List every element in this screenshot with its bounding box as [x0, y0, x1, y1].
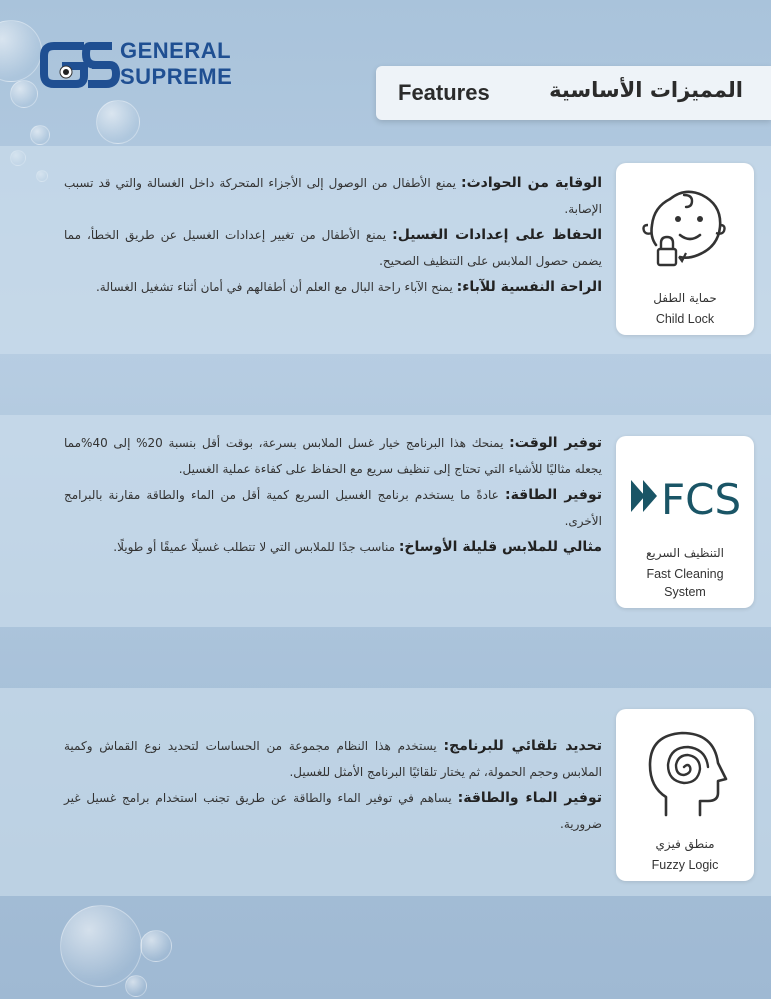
fcs-icon-text: FCS	[661, 475, 742, 524]
paragraph-text: يمنحك هذا البرنامج خيار غسل الملابس بسرعة، بوقت أقل بنسبة 20% إلى 40%مما يجعله مثاليًا للأشياء التي تحتاج إلى تنظيف سريع مع الحفاظ على كفاءة عملية الغسيل.	[64, 436, 602, 476]
brand-line-1: GENERAL	[120, 38, 232, 63]
paragraph-title: تحديد تلقائي للبرنامج:	[443, 738, 602, 754]
fcs-fast-forward-icon	[627, 466, 743, 526]
brand-line-2: SUPREME	[120, 64, 233, 89]
paragraph-title: الراحة النفسية للآباء:	[456, 279, 602, 295]
paragraph-title: الحفاظ على إعدادات الغسيل:	[392, 227, 602, 243]
bubble-decoration	[60, 905, 142, 987]
feature-paragraph	[64, 482, 602, 534]
bubble-decoration	[96, 100, 140, 144]
feature-paragraph	[64, 534, 602, 560]
brand-logo	[40, 38, 260, 98]
feature-paragraph	[64, 222, 602, 274]
feature-paragraph	[64, 733, 602, 785]
gs-logo-icon	[40, 40, 120, 90]
card-label-ar: التنظيف السريع	[646, 546, 724, 560]
card-label-en: Fuzzy Logic	[651, 858, 719, 872]
paragraph-text: يمنح الآباء راحة البال مع العلم أن أطفالهم في أمان أثناء تشغيل الغسالة.	[95, 280, 457, 294]
feature-paragraph	[64, 170, 602, 222]
feature-paragraph	[64, 274, 602, 300]
card-label-ar: منطق فيزي	[655, 837, 715, 851]
brand-name	[120, 38, 232, 90]
feature-paragraph	[64, 785, 602, 837]
bubble-decoration	[0, 20, 42, 82]
feature-text-child-lock	[64, 170, 602, 300]
paragraph-text: يمنع الأطفال من الوصول إلى الأجزاء المتحركة داخل الغسالة والتي قد تسبب الإصابة.	[64, 176, 602, 216]
bubble-decoration	[30, 125, 50, 145]
paragraph-text: عادةً ما يستخدم برنامج الغسيل السريع كمية أقل من الماء والطاقة مقارنة بالبرامج الأخرى.	[64, 488, 602, 528]
paragraph-title: توفير الوقت:	[509, 435, 602, 451]
feature-text-fuzzy	[64, 733, 602, 837]
bubble-decoration	[125, 975, 147, 997]
paragraph-text: مناسب جدًا للملابس التي لا تتطلب غسيلًا عميقًا أو طويلًا.	[113, 540, 399, 554]
paragraph-title: مثالي للملابس قليلة الأوساخ:	[398, 539, 602, 555]
feature-paragraph	[64, 430, 602, 482]
paragraph-text: يمنع الأطفال من تغيير إعدادات الغسيل عن طريق الخطأ، مما يضمن حصول الملابس على التنظيف الصحيح.	[64, 228, 602, 268]
features-header	[376, 66, 771, 120]
header-title-ar: المميزات الأساسية	[549, 78, 743, 102]
card-label-en: Child Lock	[655, 312, 715, 326]
header-title-en: Features	[398, 80, 490, 105]
feature-card-fcs	[616, 436, 754, 608]
paragraph-text: يستخدم هذا النظام مجموعة من الحساسات لتحديد نوع القماش وكمية الملابس وحجم الحمولة، ثم يختار تلقائيًا البرنامج الأمثل للغسيل.	[64, 739, 602, 779]
baby-face-lock-icon	[640, 181, 730, 271]
card-label-en-line-2: System	[664, 585, 706, 599]
feature-card-child-lock	[616, 163, 754, 335]
feature-text-fcs	[64, 430, 602, 560]
bubble-decoration	[140, 930, 172, 962]
paragraph-title: توفير الطاقة:	[504, 487, 602, 503]
paragraph-text: يساهم في توفير الماء والطاقة عن طريق تجنب استخدام برامج غسيل غير ضرورية.	[64, 791, 602, 831]
head-spiral-icon	[640, 723, 730, 823]
feature-card-fuzzy	[616, 709, 754, 881]
card-label-en-line-1: Fast Cleaning	[646, 567, 724, 581]
paragraph-title: توفير الماء والطاقة:	[457, 790, 602, 806]
paragraph-title: الوقاية من الحوادث:	[461, 175, 603, 191]
bubble-decoration	[10, 80, 38, 108]
card-label-ar: حماية الطفل	[653, 291, 717, 305]
